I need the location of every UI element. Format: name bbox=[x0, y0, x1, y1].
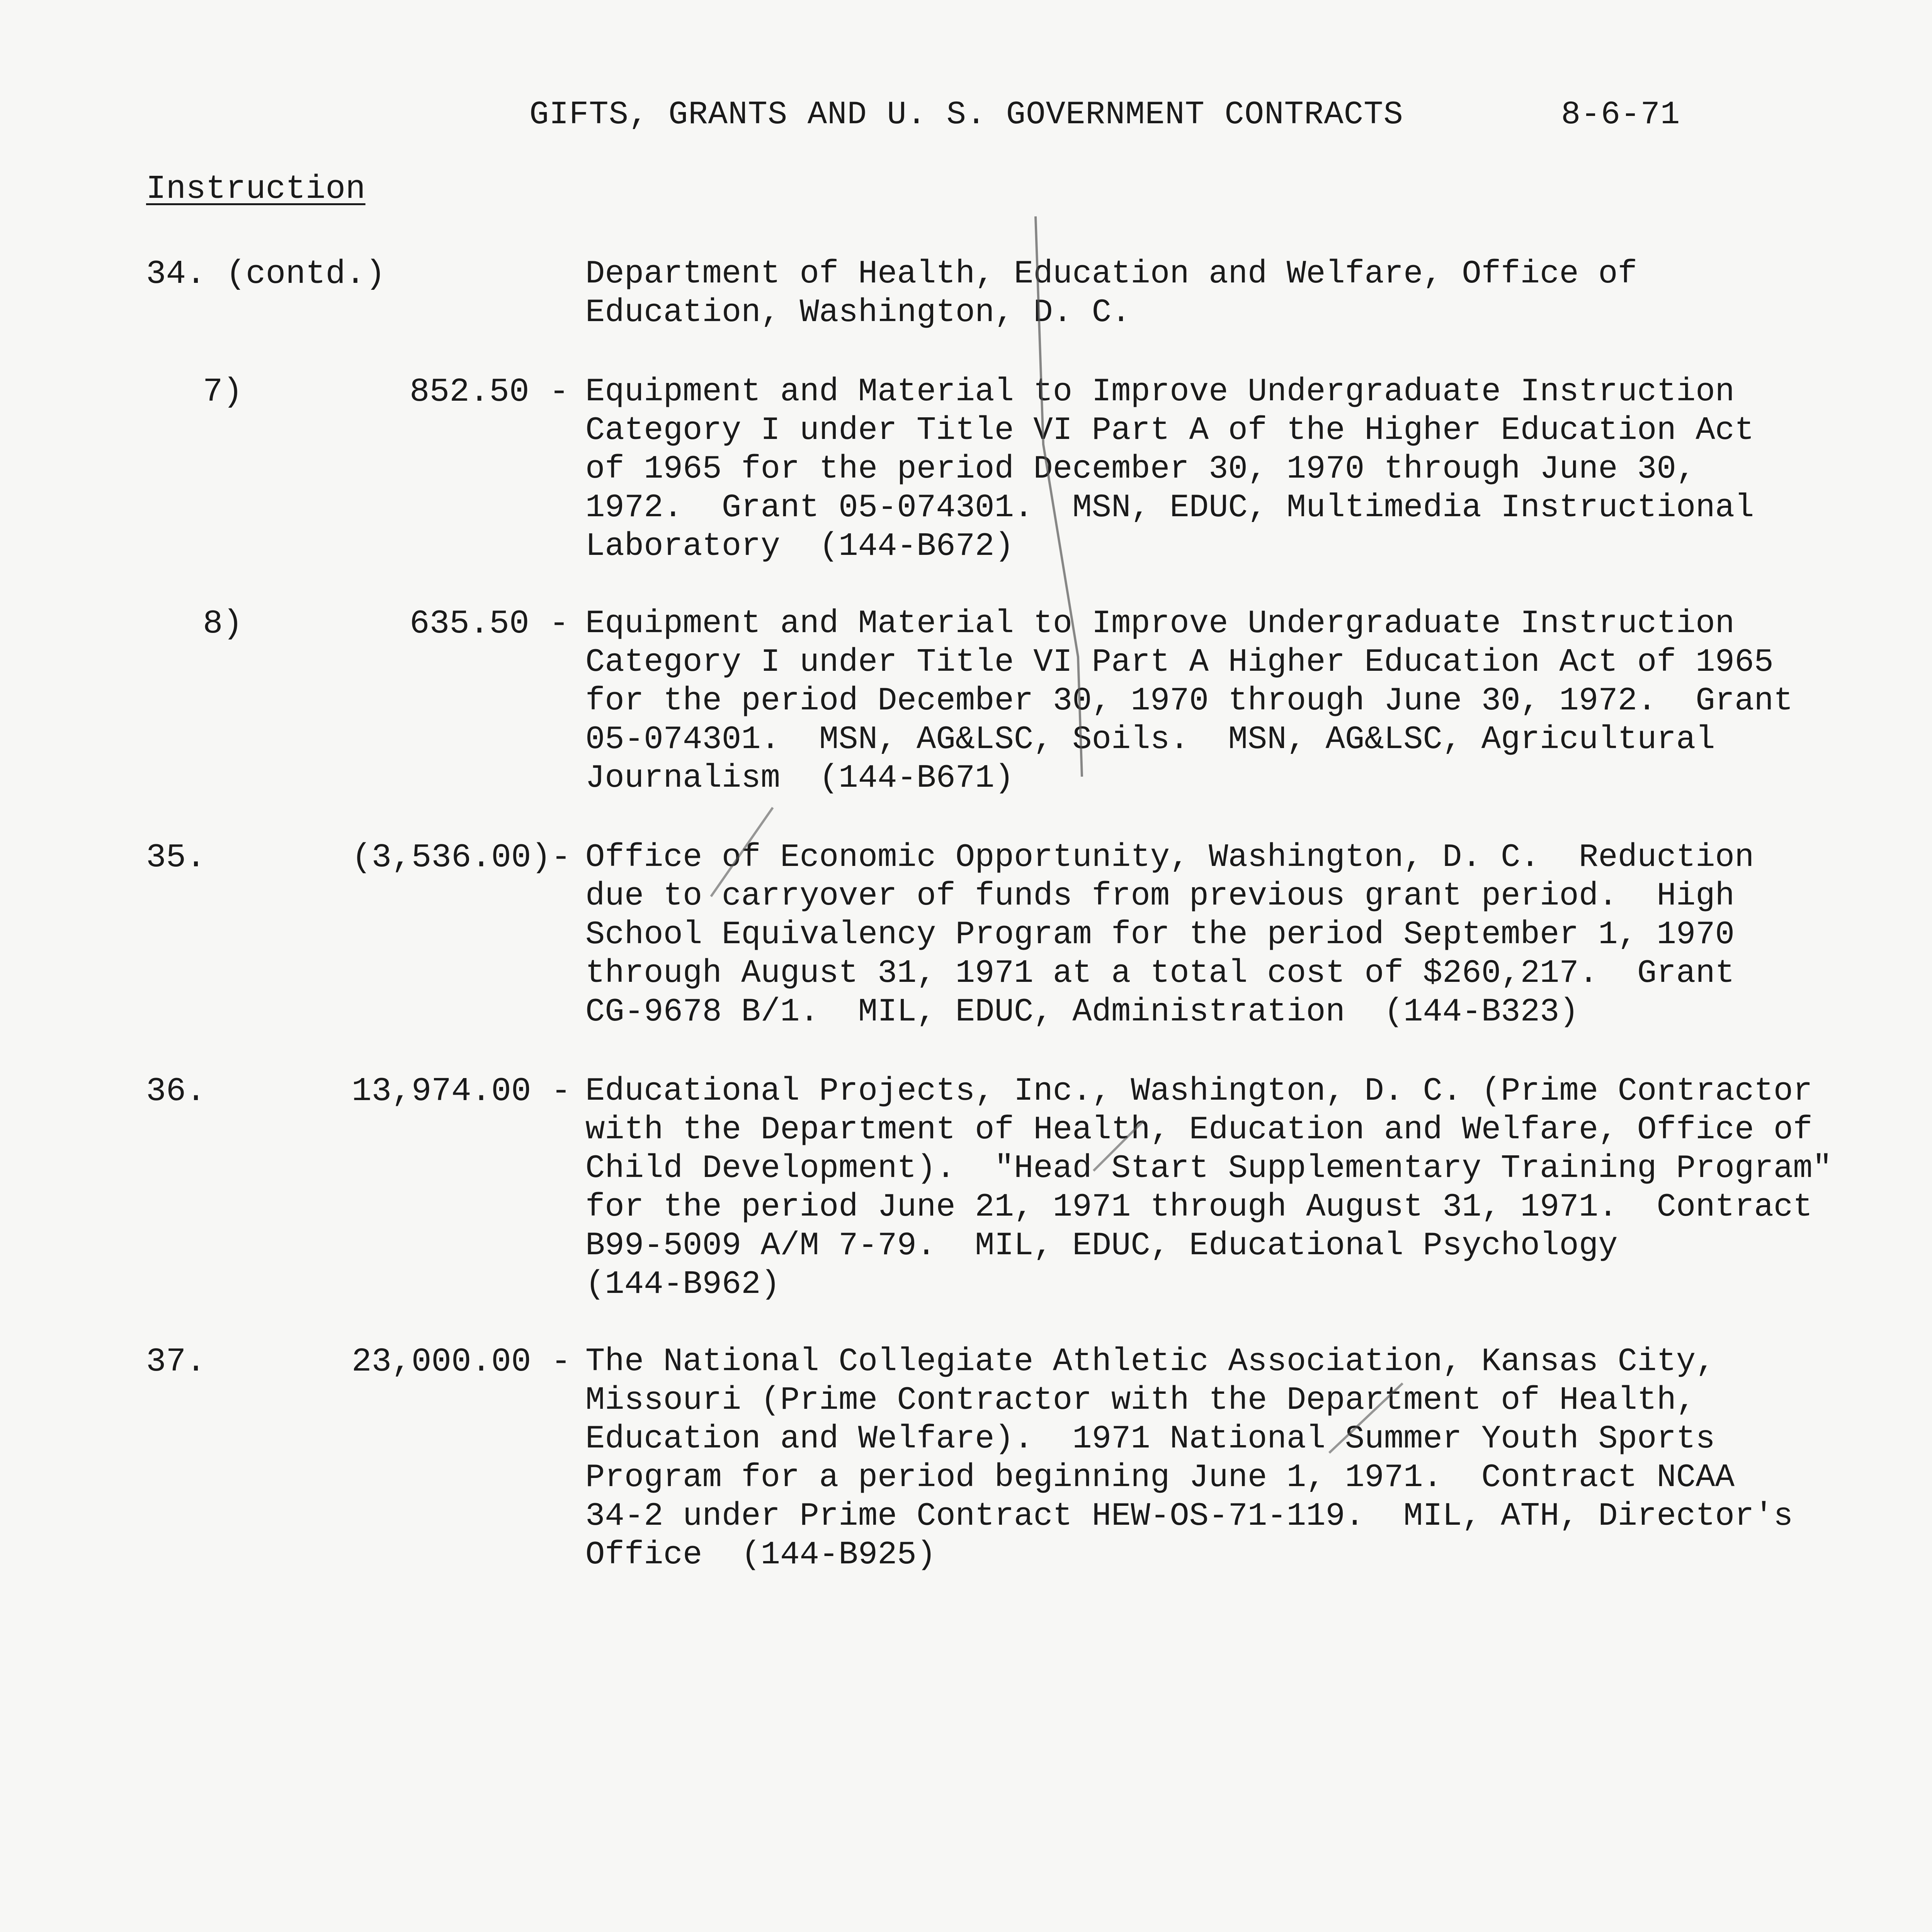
description-line: Equipment and Material to Improve Undergraduate Instruction bbox=[585, 374, 1735, 410]
entry-description bbox=[585, 1072, 1832, 1304]
description-line: CG-9678 B/1. MIL, EDUC, Administration (144-B323) bbox=[585, 994, 1579, 1031]
section-heading: Instruction bbox=[146, 170, 366, 208]
entry-number: 8) bbox=[203, 605, 243, 643]
description-line: Office (144-B925) bbox=[585, 1537, 936, 1573]
description-line: for the period June 21, 1971 through August 31, 1971. Contract bbox=[585, 1189, 1813, 1226]
description-line: Child Development). "Head Start Supplementary Training Program" bbox=[585, 1150, 1832, 1187]
description-line: (144-B962) bbox=[585, 1266, 781, 1303]
entry-amount: 23,000.00 - bbox=[352, 1343, 571, 1381]
description-line: Program for a period beginning June 1, 1971. Contract NCAA bbox=[585, 1459, 1735, 1496]
description-line: Educational Projects, Inc., Washington, D. C. (Prime Contractor bbox=[585, 1073, 1813, 1110]
description-line: of 1965 for the period December 30, 1970 through June 30, bbox=[585, 451, 1696, 488]
description-line: 05-074301. MSN, AG&LSC, Soils. MSN, AG&LSC, Agricultural bbox=[585, 721, 1715, 758]
page-date: 8-6-71 bbox=[1561, 97, 1680, 133]
entry-description bbox=[585, 838, 1822, 1032]
entry-number: 34. (contd.) bbox=[146, 255, 386, 293]
description-line: Education, Washington, D. C. bbox=[585, 294, 1131, 331]
description-line: The National Collegiate Athletic Association, Kansas City, bbox=[585, 1344, 1715, 1380]
description-line: Category I under Title VI Part A of the Higher Education Act bbox=[585, 412, 1754, 449]
description-line: due to carryover of funds from previous grant period. High bbox=[585, 878, 1735, 915]
entry-number: 35. bbox=[146, 838, 206, 876]
description-line: 34-2 under Prime Contract HEW-OS-71-119. MIL, ATH, Director's bbox=[585, 1498, 1793, 1535]
entry-description bbox=[585, 1343, 1822, 1575]
description-line: Education and Welfare). 1971 National Summer Youth Sports bbox=[585, 1421, 1715, 1458]
entry-amount: 852.50 - bbox=[410, 373, 569, 411]
description-line: 1972. Grant 05-074301. MSN, EDUC, Multimedia Instructional bbox=[585, 490, 1754, 526]
description-line: Department of Health, Education and Welfare, Office of bbox=[585, 256, 1638, 293]
description-line: with the Department of Health, Education and Welfare, Office of bbox=[585, 1112, 1813, 1148]
page-title: GIFTS, GRANTS AND U. S. GOVERNMENT CONTRACTS bbox=[529, 97, 1403, 133]
entry-amount: 635.50 - bbox=[410, 605, 569, 643]
description-line: Office of Economic Opportunity, Washington, D. C. Reduction bbox=[585, 839, 1754, 876]
entry-number: 36. bbox=[146, 1072, 206, 1110]
entry-description bbox=[585, 255, 1822, 332]
description-line: through August 31, 1971 at a total cost of $260,217. Grant bbox=[585, 955, 1735, 992]
entry-amount: 13,974.00 - bbox=[352, 1072, 571, 1110]
description-line: Journalism (144-B671) bbox=[585, 760, 1014, 797]
description-line: for the period December 30, 1970 through June 30, 1972. Grant bbox=[585, 683, 1793, 719]
description-line: B99-5009 A/M 7-79. MIL, EDUC, Educational Psychology bbox=[585, 1228, 1618, 1264]
description-line: School Equivalency Program for the period September 1, 1970 bbox=[585, 917, 1735, 953]
entry-number: 37. bbox=[146, 1343, 206, 1381]
description-line: Laboratory (144-B672) bbox=[585, 528, 1014, 565]
description-line: Missouri (Prime Contractor with the Department of Health, bbox=[585, 1382, 1696, 1419]
entry-amount: (3,536.00)- bbox=[352, 838, 571, 876]
entry-description bbox=[585, 373, 1822, 566]
entry-description bbox=[585, 605, 1822, 798]
description-line: Category I under Title VI Part A Higher Education Act of 1965 bbox=[585, 644, 1774, 681]
entry-number: 7) bbox=[203, 373, 243, 411]
description-line: Equipment and Material to Improve Undergraduate Instruction bbox=[585, 605, 1735, 642]
